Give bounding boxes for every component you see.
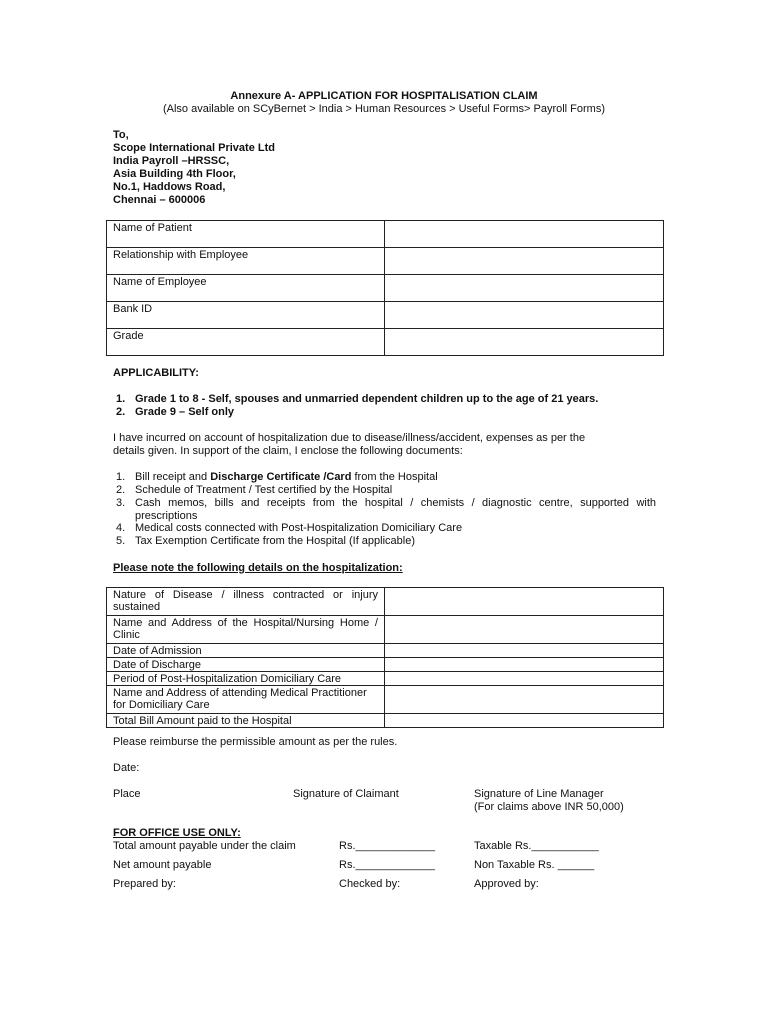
field-label: Period of Post-Hospitalization Domiciliary Care	[107, 672, 385, 686]
table-row	[107, 588, 664, 616]
address-block	[113, 129, 275, 207]
address-line: Chennai – 600006	[113, 194, 206, 206]
table-row	[107, 686, 664, 714]
non-taxable-rs: Non Taxable Rs. ______	[474, 859, 595, 871]
list-item	[116, 535, 660, 548]
address-line: India Payroll –HRSSC,	[113, 155, 230, 167]
form-subtitle: (Also available on SCyBernet > India > Human Resources > Useful Forms> Payroll Forms)	[162, 103, 605, 115]
total-payable-label: Total amount payable under the claim	[113, 840, 296, 852]
patient-details-table	[106, 220, 664, 356]
patient-name-field[interactable]	[385, 221, 664, 248]
table-row	[107, 672, 664, 686]
net-payable-rs: Rs._____________	[339, 859, 436, 871]
list-number: 1.	[116, 471, 126, 483]
table-row	[107, 302, 664, 329]
table-row	[107, 221, 664, 248]
list-text: Grade 1 to 8 - Self, spouses and unmarried dependent children up to the age of 21 years.	[135, 393, 599, 405]
hospital-address-field[interactable]	[385, 616, 664, 644]
approved-by-label: Approved by:	[474, 878, 539, 890]
hospital-details-table	[106, 587, 664, 728]
table-row	[107, 248, 664, 275]
disease-field[interactable]	[385, 588, 664, 616]
claimant-signature-label: Signature of Claimant	[293, 788, 399, 800]
checked-by-label: Checked by:	[339, 878, 401, 890]
field-label: Date of Admission	[107, 644, 385, 658]
taxable-rs: Taxable Rs.___________	[474, 840, 599, 852]
address-to: To,	[113, 129, 129, 141]
list-text: Grade 9 – Self only	[135, 406, 235, 418]
list-text: Bill receipt and	[135, 471, 211, 483]
total-bill-field[interactable]	[385, 714, 664, 728]
field-label: Total Bill Amount paid to the Hospital	[107, 714, 385, 728]
list-item	[116, 471, 660, 484]
address-line: Scope International Private Ltd	[113, 142, 275, 154]
list-number: 5.	[116, 535, 126, 547]
bank-id-field[interactable]	[385, 302, 664, 329]
table-row	[107, 275, 664, 302]
field-label: Date of Discharge	[107, 658, 385, 672]
field-label: Grade	[107, 329, 385, 356]
list-item	[116, 522, 660, 535]
applicability-heading: APPLICABILITY:	[113, 367, 199, 379]
hospital-details-heading: Please note the following details on the hospitalization:	[113, 562, 403, 574]
field-label: Nature of Disease / illness contracted or injury sustained	[107, 588, 385, 616]
manager-signature-title: Signature of Line Manager	[474, 788, 604, 800]
place-label: Place	[113, 788, 141, 800]
list-number: 3.	[116, 497, 126, 509]
admission-date-field[interactable]	[385, 644, 664, 658]
table-row	[107, 329, 664, 356]
list-item	[116, 393, 660, 406]
list-text: Medical costs connected with Post-Hospitalization Domiciliary Care	[135, 522, 463, 534]
table-row	[107, 658, 664, 672]
list-text: Cash memos, bills and receipts from the hospital / chemists / diagnostic centre, supported with prescriptions	[135, 497, 656, 522]
list-number: 4.	[116, 522, 126, 534]
list-number: 1.	[116, 393, 126, 405]
field-label: Name and Address of attending Medical Practitioner for Domiciliary Care	[107, 686, 385, 714]
list-item	[116, 497, 656, 523]
declaration-line: details given. In support of the claim, I enclose the following documents:	[113, 445, 463, 457]
field-label: Name of Patient	[107, 221, 385, 248]
table-row	[107, 644, 664, 658]
list-text: Schedule of Treatment / Test certified by the Hospital	[135, 484, 393, 496]
field-label: Name and Address of the Hospital/Nursing Home / Clinic	[107, 616, 385, 644]
date-label: Date:	[113, 762, 140, 774]
manager-signature-note: (For claims above INR 50,000)	[474, 801, 624, 813]
form-title: Annexure A- APPLICATION FOR HOSPITALISATION CLAIM	[230, 90, 538, 102]
reimburse-text: Please reimburse the permissible amount as per the rules.	[113, 736, 398, 748]
declaration-text	[113, 432, 585, 458]
field-label: Bank ID	[107, 302, 385, 329]
list-item	[116, 484, 660, 497]
field-label: Relationship with Employee	[107, 248, 385, 275]
list-number: 2.	[116, 406, 126, 418]
manager-signature-label	[474, 788, 624, 814]
grade-field[interactable]	[385, 329, 664, 356]
list-text-bold: Discharge Certificate /Card	[210, 471, 352, 483]
domiciliary-period-field[interactable]	[385, 672, 664, 686]
employee-name-field[interactable]	[385, 275, 664, 302]
office-use-heading: FOR OFFICE USE ONLY:	[113, 827, 241, 839]
list-text: from the Hospital	[351, 471, 438, 483]
discharge-date-field[interactable]	[385, 658, 664, 672]
field-label: Name of Employee	[107, 275, 385, 302]
relationship-field[interactable]	[385, 248, 664, 275]
prepared-by-label: Prepared by:	[113, 878, 176, 890]
table-row	[107, 714, 664, 728]
table-row	[107, 616, 664, 644]
list-text: Tax Exemption Certificate from the Hospital (If applicable)	[135, 535, 416, 547]
declaration-line: I have incurred on account of hospitalization due to disease/illness/accident, expenses as per the	[113, 432, 586, 444]
address-line: No.1, Haddows Road,	[113, 181, 226, 193]
total-payable-rs: Rs._____________	[339, 840, 436, 852]
practitioner-field[interactable]	[385, 686, 664, 714]
list-number: 2.	[116, 484, 126, 496]
address-line: Asia Building 4th Floor,	[113, 168, 236, 180]
list-item	[116, 406, 660, 419]
net-payable-label: Net amount payable	[113, 859, 212, 871]
